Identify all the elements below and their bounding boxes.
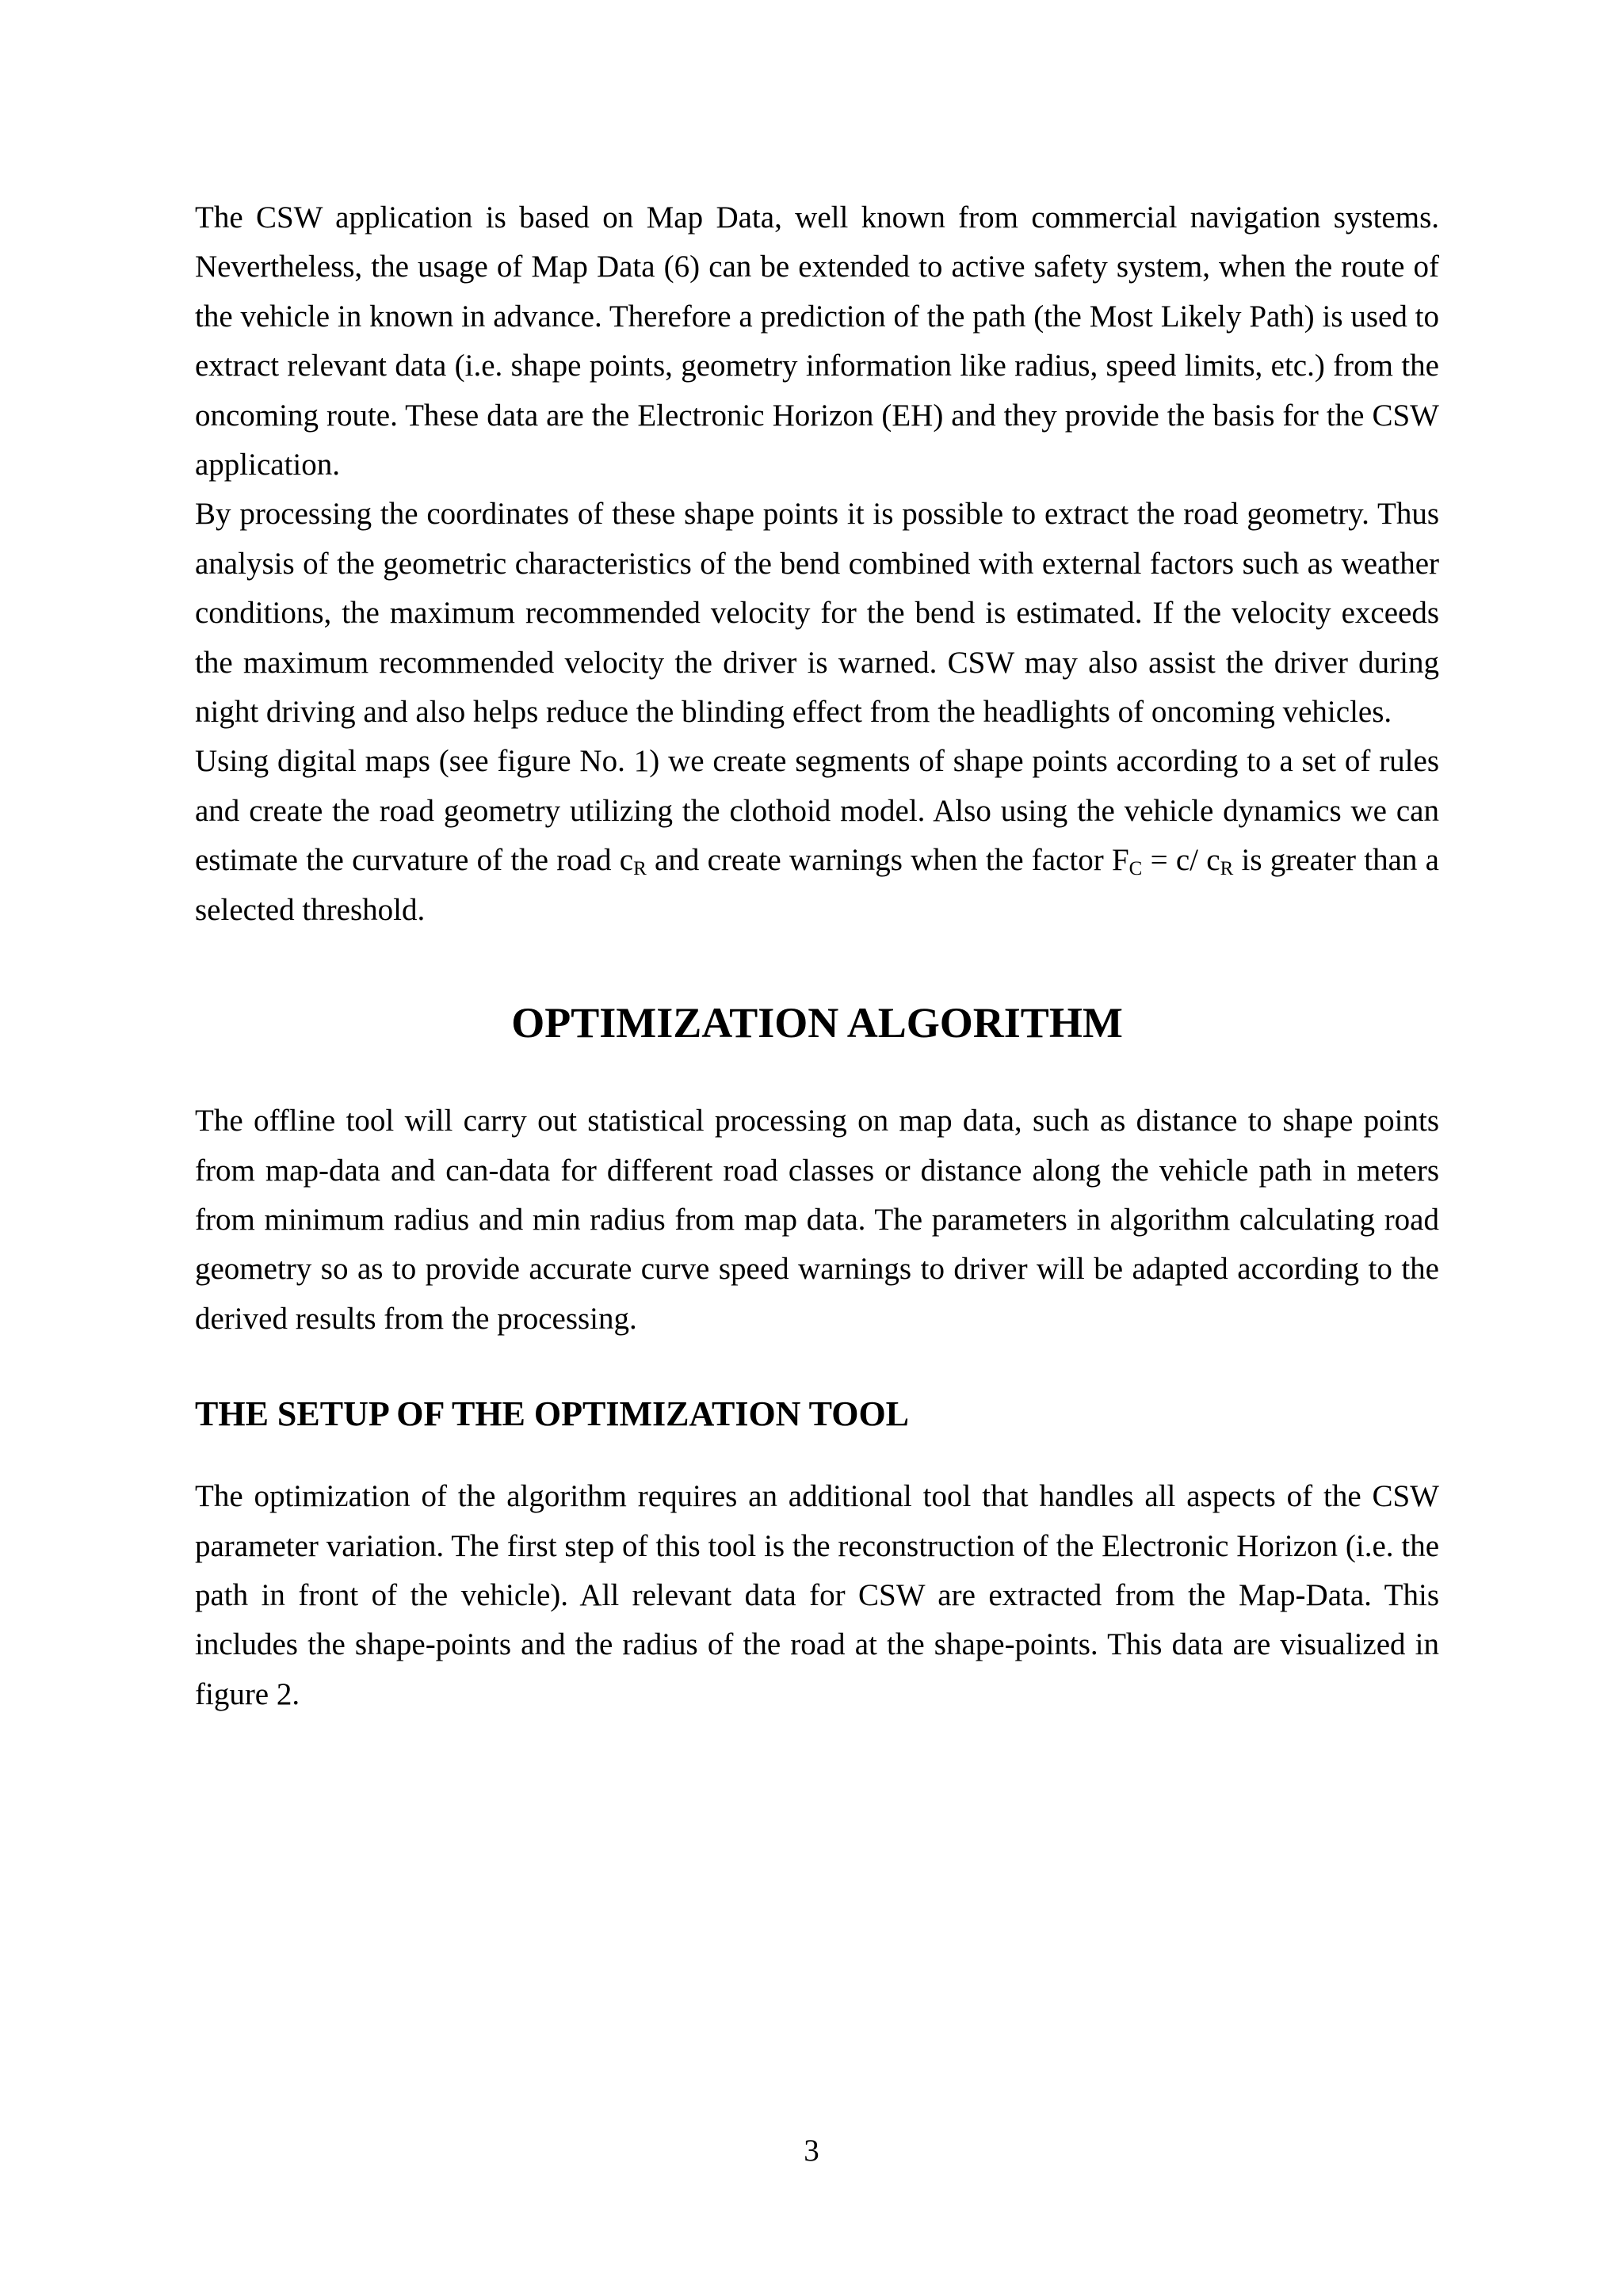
paragraph-offline-tool: The offline tool will carry out statistical processing on map data, such as distance to shape points from map-data and can-data for different road classes or distance along the vehicle path in meters from minimum radius and min radius from map data. The parameters in algorithm calculating road geometry so as to provide accurate curve speed warnings to driver will be adapted according to the derived results from the processing.: [195, 1104, 1439, 1336]
paragraph-road-geometry: By processing the coordinates of these shape points it is possible to extract the road geometry. Thus analysis of the geometric characteristics of the bend combined with external factors such as weather conditions, the maximum recommended velocity for the bend is estimated. If the velocity exceeds the maximum recommended velocity the driver is warned. CSW may also assist the driver during night driving and also helps reduce the blinding effect from the headlights of oncoming vehicles.: [195, 497, 1439, 730]
text-run: and create warnings when the factor F: [646, 843, 1129, 878]
page-number: 3: [804, 2134, 819, 2168]
subscript: R: [1220, 858, 1234, 880]
section-heading: OPTIMIZATION ALGORITHM: [511, 999, 1123, 1047]
subsection-heading: THE SETUP OF THE OPTIMIZATION TOOL: [195, 1394, 910, 1434]
page-body: [195, 193, 1439, 1719]
subscript: R: [633, 858, 647, 880]
paragraph-optimization-setup: The optimization of the algorithm requires an additional tool that handles all aspects of the CSW parameter variation. The first step of this tool is the reconstruction of the Electronic Horizon (i.e. the path in front of the vehicle). All relevant data for CSW are extracted from the Map-Data. This includes the shape-points and the radius of the road at the shape-points. This data are visualized in figure 2.: [195, 1479, 1439, 1711]
paragraph-digital-maps: [195, 737, 1439, 935]
subscript: C: [1128, 858, 1143, 880]
text-run: Using digital maps (see figure No. 1) we create segments of shape points according to a set of rules and create the road geometry utilizing the clothoid model. Also using the vehicle dynamics we can estimate the curvature of the road c: [195, 744, 1439, 878]
text-run: is greater than a selected threshold.: [195, 843, 1439, 927]
paragraph-csw-intro: The CSW application is based on Map Data, well known from commercial navigation systems. Nevertheless, the usage of Map Data (6) can be extended to active safety system, when the route of the vehicle in known in advance. Therefore a prediction of the path (the Most Likely Path) is used to extract relevant data (i.e. shape points, geometry information like radius, speed limits, etc.) from the oncoming route. These data are the Electronic Horizon (EH) and they provide the basis for the CSW application.: [195, 200, 1439, 482]
text-run: = c/ c: [1142, 843, 1220, 878]
